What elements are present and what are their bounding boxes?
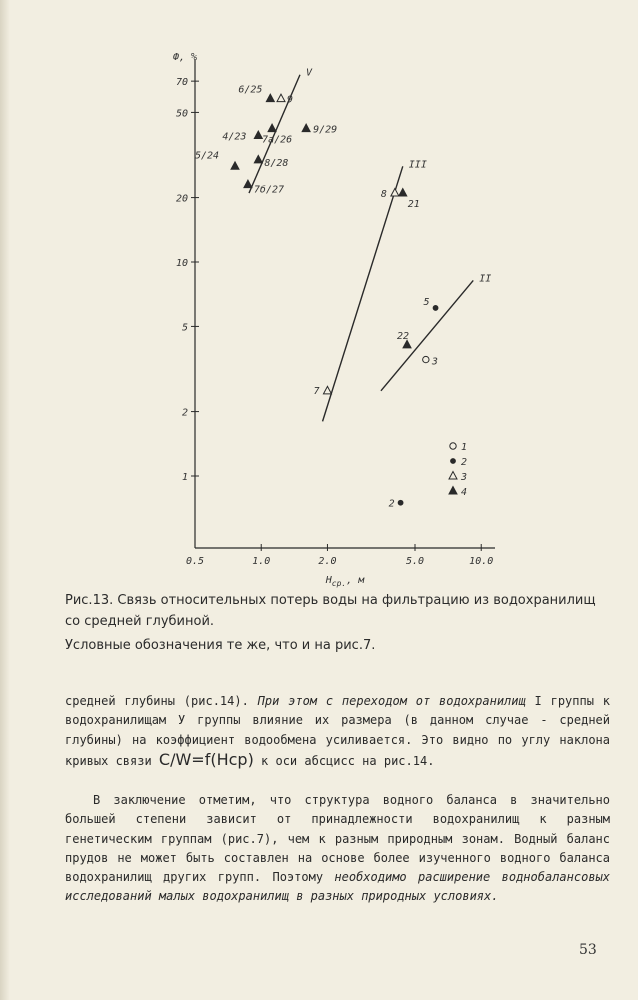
data-point-label: 6/25 (238, 84, 263, 96)
x-axis-label-sub: ср. (331, 579, 347, 588)
paragraph-2 (65, 791, 610, 907)
data-point-label: 7a/26 (262, 134, 293, 146)
data-point-label: 8 (380, 189, 387, 201)
legend-label: 4 (461, 487, 468, 498)
legend-marker-3 (449, 472, 457, 480)
data-point-9 (277, 94, 285, 102)
data-point-label: 4/23 (222, 131, 247, 143)
data-point-label: 9 (287, 94, 294, 106)
data-point-label: 9/29 (313, 124, 338, 136)
x-tick-label: 10.0 (469, 556, 494, 567)
page-number: 53 (579, 942, 597, 958)
data-point-8/28 (254, 155, 262, 163)
y-tick-label: 1 (181, 472, 188, 483)
data-point-9/29 (302, 124, 310, 132)
paragraph-1-part-c: I группы к водохранилищам У группы влияние их размера (в данном случае - средней глубины) на коэффициент водообмена усиливается. Это видно по углу наклона кривых связи (65, 694, 610, 768)
paragraph-1-part-a: средней глубины (рис.14). (65, 694, 258, 708)
x-axis-label-unit: , м (346, 575, 365, 586)
data-point-21 (399, 189, 407, 197)
data-point-label: 5 (423, 296, 430, 308)
x-axis-label (325, 575, 366, 588)
line-label-V: V (305, 67, 312, 79)
legend-label: 3 (461, 472, 468, 483)
x-tick-label: 5.0 (405, 556, 425, 567)
legend-marker-4 (449, 487, 457, 495)
data-point-2 (398, 500, 403, 505)
x-tick-label: 1.0 (252, 556, 271, 567)
data-point-8 (391, 189, 399, 197)
data-point-label: 3 (431, 356, 438, 368)
line-label-II: II (479, 273, 492, 285)
paragraph-2-italic: необходимо расширение воднобалансовых исследований малых водохранилищ в разных природных условиях. (65, 870, 610, 904)
data-point-6/25 (266, 94, 274, 102)
x-tick-label: 2.0 (318, 556, 337, 567)
y-tick-label: 50 (175, 108, 188, 120)
legend-label: 2 (461, 457, 468, 468)
data-point-3 (423, 356, 429, 362)
data-point-label: 7 (313, 385, 320, 397)
x-axis-label-main: H (325, 575, 332, 586)
data-point-label: 5/24 (195, 150, 220, 162)
y-tick-label: 2 (181, 407, 188, 419)
data-point-label: 21 (407, 199, 420, 211)
figure-legend-note: Условные обозначения те же, что и на рис.7. (65, 638, 376, 653)
data-point-7 (323, 386, 331, 394)
x-tick-label: 0.5 (185, 556, 205, 567)
data-point-5/24 (231, 162, 239, 170)
y-tick-label: 70 (175, 77, 188, 89)
trend-line-III (323, 166, 403, 421)
data-point-label: 22 (397, 330, 410, 342)
data-point-7a/26 (268, 124, 276, 132)
legend-marker-1 (450, 443, 456, 449)
paragraph-1-part-d: к оси абсцисс на рис.14. (253, 753, 435, 768)
line-label-III: III (408, 159, 427, 171)
data-point-label: 7б/27 (253, 184, 285, 196)
data-point-7б/27 (244, 180, 252, 188)
paragraph-1 (65, 692, 610, 771)
paragraph-1-italic: При этом с переходом от водохранилищ (257, 694, 526, 708)
y-tick-label: 5 (181, 322, 188, 334)
y-tick-label: 10 (175, 258, 188, 269)
legend-label: 1 (461, 442, 468, 453)
paragraph-2-part-a: В заключение отметим, что структура водного баланса в значительно большей степени зависит от принадлежности водохранилищ к разным генетическим группам (рис.7), чем к разным природным зонам. Водный баланс прудов не может быть составлен на основе более изученного водного баланса водохранилищ других групп. Поэтому (65, 793, 610, 885)
data-point-5 (433, 306, 438, 311)
data-point-label: 8/28 (264, 157, 289, 169)
y-tick-label: 20 (175, 193, 188, 205)
data-point-label: 2 (388, 498, 395, 510)
figure-caption: Рис.13. Связь относительных потерь воды на фильтрацию из водохранилищ со средней глубиной. (65, 593, 596, 629)
y-axis-label: Ф, % (173, 52, 198, 63)
formula: C/W=f(Hср) (158, 749, 254, 769)
legend-marker-2 (451, 459, 456, 464)
